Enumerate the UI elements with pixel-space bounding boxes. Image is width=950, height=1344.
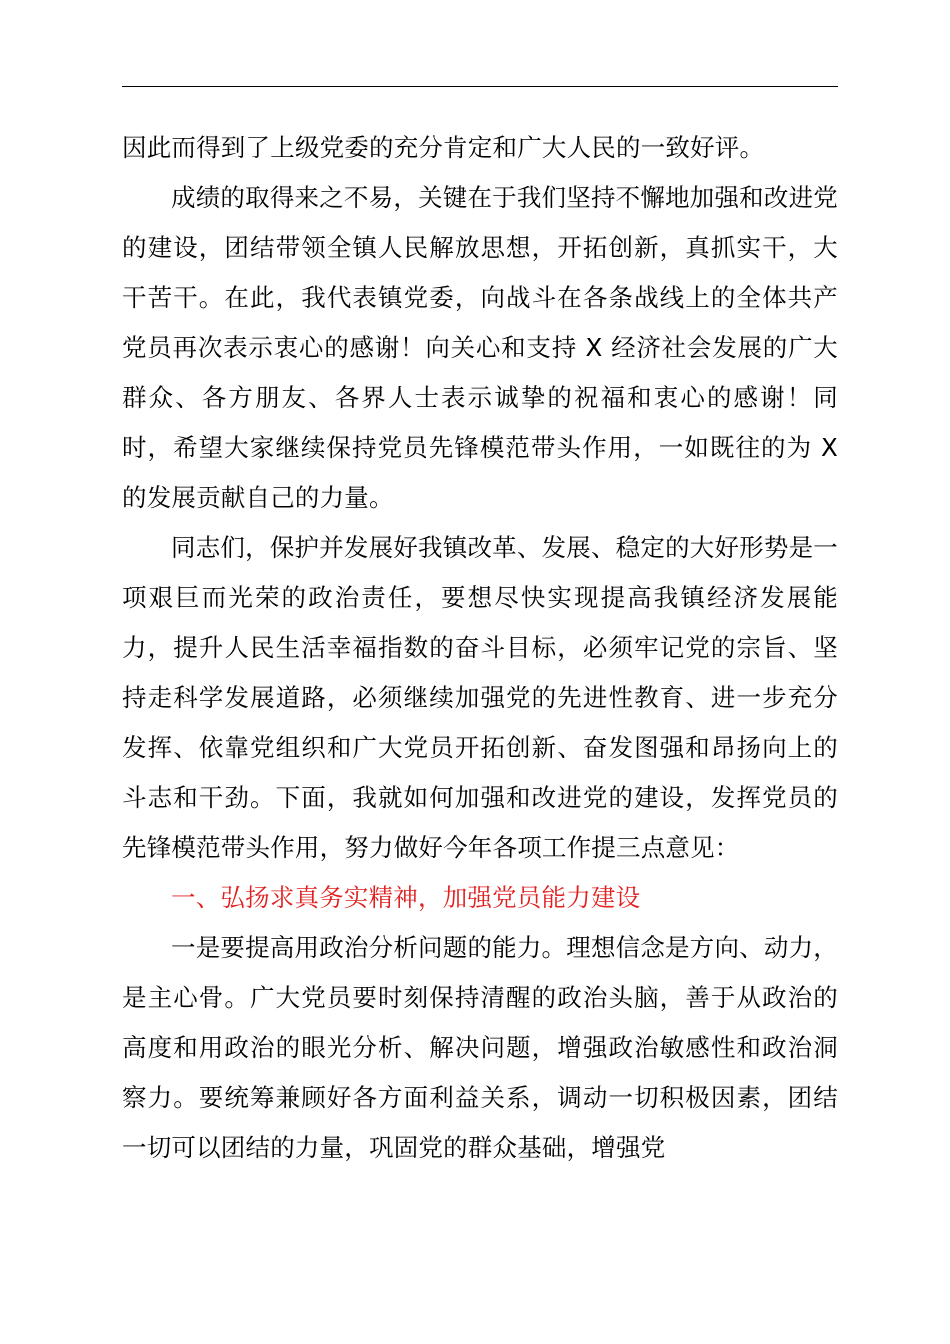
paragraph-comrades: 同志们，保护并发展好我镇改革、发展、稳定的大好形势是一项艰巨而光荣的政治责任，要想尽快实现提高我镇经济发展能力，提升人民生活幸福指数的奋斗目标，必须牢记党的宗旨、坚持走科学发展道路，必须继续加强党的先进性教育、进一步充分发挥、依靠党组织和广大党员开拓创新、奋发图强和昂扬向上的斗志和干劲。下面，我就如何加强和改进党的建设，发挥党员的先锋模范带头作用，努力做好今年各项工作提三点意见： — [122, 533, 838, 862]
paragraph-achievements: 成绩的取得来之不易，关键在于我们坚持不懈地加强和改进党的建设，团结带领全镇人民解放思想，开拓创新，真抓实干，大干苦干。在此，我代表镇党委，向战斗在各条战线上的全体共产党员再次表示衷心的感谢！向关心和支持 X 经济社会发展的广大群众、各方朋友、各界人士表示诚挚的祝福和衷心的感谢！同时，希望大家继续保持党员先锋模范带头作用，一如既往的为 X 的发展贡献自己的力量。 — [122, 183, 838, 512]
paragraph-continuation: 因此而得到了上级党委的充分肯定和广大人民的一致好评。 — [122, 133, 765, 162]
header-rule — [122, 86, 838, 87]
paragraph-political-ability: 一是要提高用政治分析问题的能力。理想信念是方向、动力，是主心骨。广大党员要时刻保持清醒的政治头脑，善于从政治的高度和用政治的眼光分析、解决问题，增强政治敏感性和政治洞察力。要统筹兼顾好各方面利益关系，调动一切积极因素，团结一切可以团结的力量，巩固党的群众基础，增强党 — [122, 933, 838, 1162]
document-body — [122, 123, 838, 1173]
section-heading: 一、弘扬求真务实精神，加强党员能力建设 — [171, 883, 641, 912]
